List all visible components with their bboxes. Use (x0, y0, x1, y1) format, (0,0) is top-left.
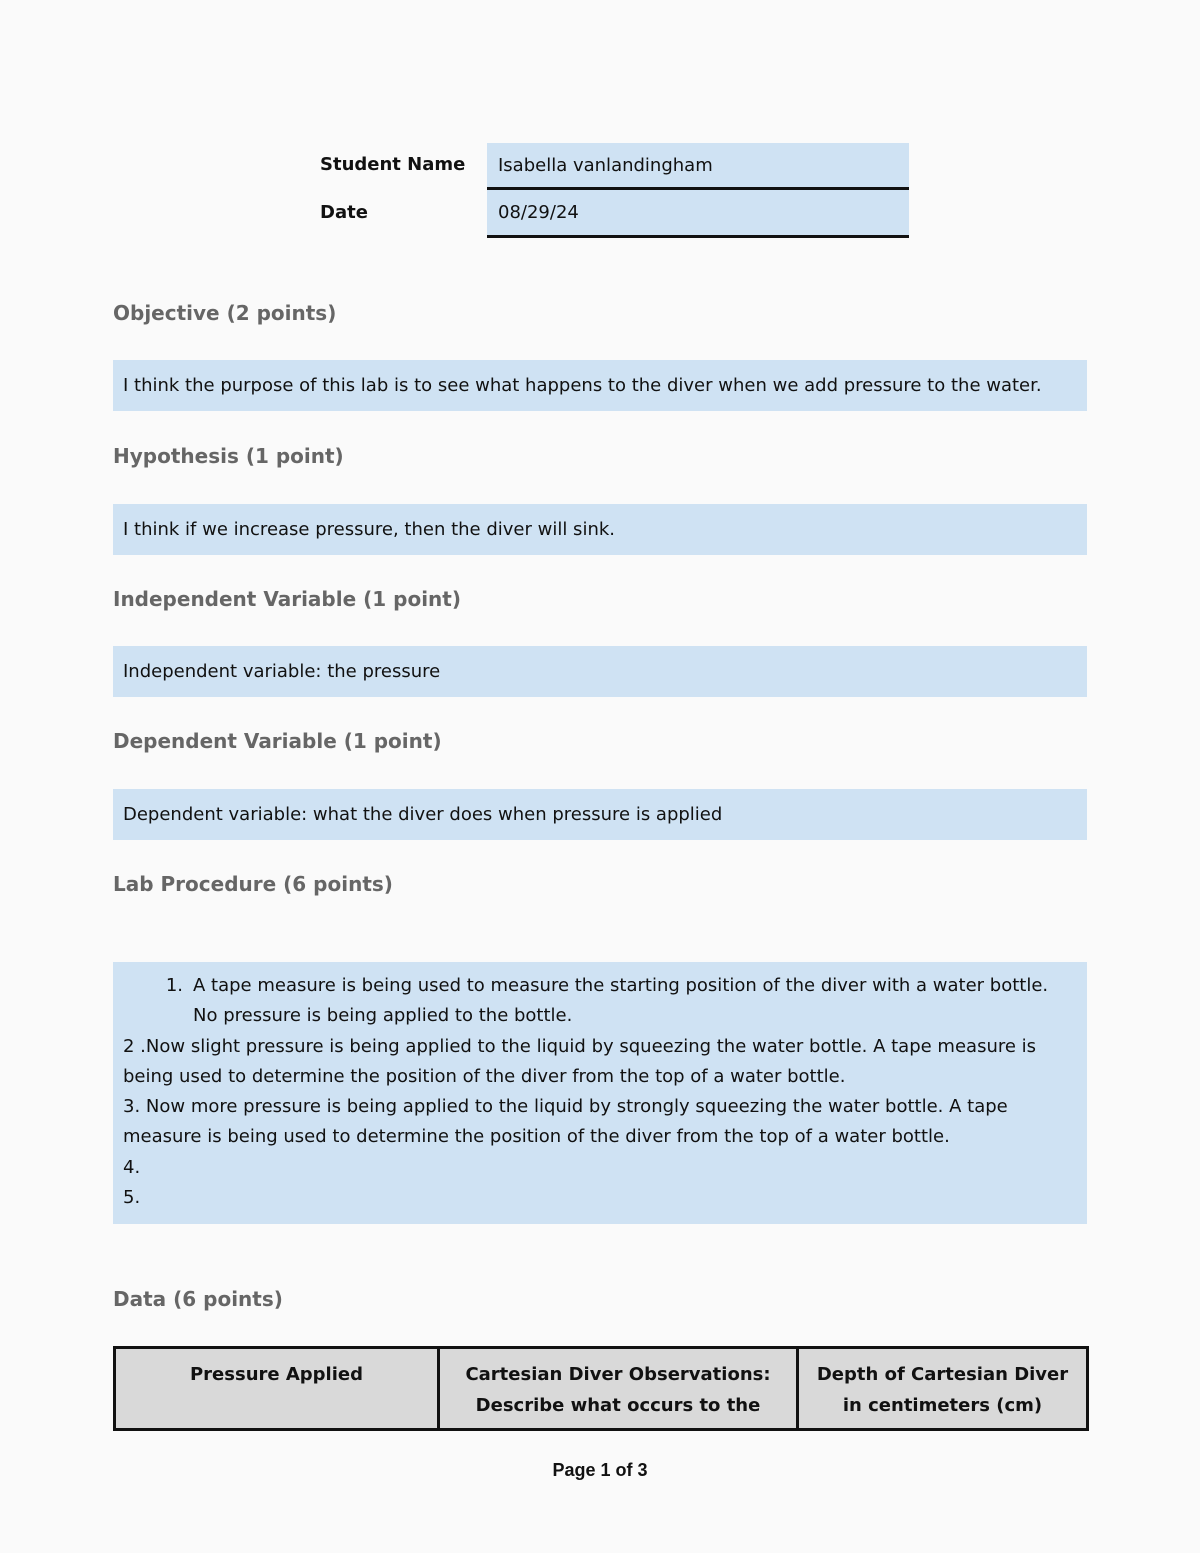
dependent-variable-answer[interactable]: Dependent variable: what the diver does when pressure is applied (113, 789, 1087, 840)
objective-heading: Objective (2 points) (113, 301, 337, 325)
lab-procedure-answer[interactable] (113, 962, 1087, 1224)
independent-variable-heading: Independent Variable (1 point) (113, 587, 461, 611)
student-name-field[interactable]: Isabella vanlandingham (487, 143, 909, 190)
independent-variable-answer[interactable]: Independent variable: the pressure (113, 646, 1087, 697)
lab-procedure-heading: Lab Procedure (6 points) (113, 872, 393, 896)
procedure-step-1 (123, 971, 1077, 1032)
procedure-step-1-number: 1. (165, 975, 183, 996)
data-table (113, 1346, 1089, 1431)
data-table-header-row (115, 1348, 1088, 1430)
hypothesis-heading: Hypothesis (1 point) (113, 444, 344, 468)
hypothesis-answer[interactable]: I think if we increase pressure, then the diver will sink. (113, 504, 1087, 555)
data-heading: Data (6 points) (113, 1287, 283, 1311)
page-number: Page 1 of 3 (552, 1460, 648, 1480)
column-observations: Cartesian Diver Observations: Describe what occurs to the (439, 1348, 798, 1430)
dependent-variable-heading: Dependent Variable (1 point) (113, 729, 442, 753)
column-depth: Depth of Cartesian Diver in centimeters (cm) (798, 1348, 1088, 1430)
date-label: Date (320, 202, 368, 223)
column-pressure-applied: Pressure Applied (115, 1348, 439, 1430)
procedure-step-3: 3. Now more pressure is being applied to the liquid by strongly squeezing the water bottle. A tape measure is being used to determine the position of the diver from the top of a water bottle. (123, 1096, 1008, 1148)
procedure-step-2: 2 .Now slight pressure is being applied to the liquid by squeezing the water bottle. A tape measure is being used to determine the position of the diver from the top of a water bottle. (123, 1035, 1037, 1087)
student-name-label: Student Name (320, 154, 466, 175)
procedure-step-5: 5. (123, 1187, 141, 1209)
procedure-step-1-text: A tape measure is being used to measure the starting position of the diver with a water bottle. No pressure is being applied to the bottle. (193, 975, 1049, 1027)
procedure-step-4: 4. (123, 1156, 141, 1178)
objective-answer[interactable]: I think the purpose of this lab is to see what happens to the diver when we add pressure to the water. (113, 360, 1087, 411)
date-field[interactable]: 08/29/24 (487, 190, 909, 238)
